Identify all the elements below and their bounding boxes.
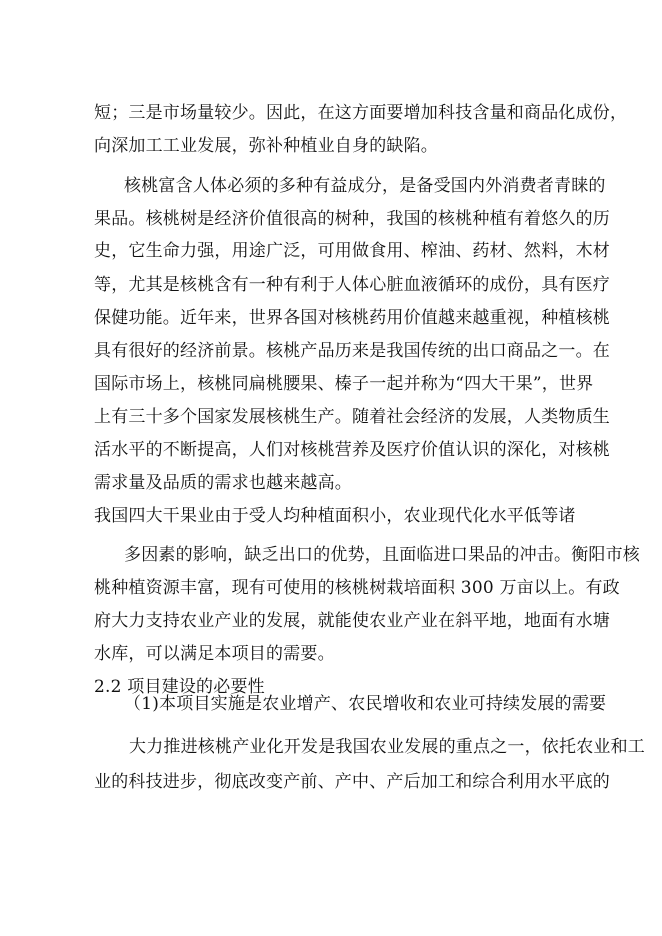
text-line: 国际市场上，核桃同扁桃腰果、榛子一起并称为“四大干果”，世界: [94, 374, 594, 394]
paragraph-first-line: 多因素的影响，缺乏出口的优势，且面临进口果品的冲击。衡阳市核: [124, 545, 640, 565]
text-line: 需求量及品质的需求也越来越高。: [94, 473, 352, 493]
text-line: 水库，可以满足本项目的需要。: [94, 644, 335, 664]
text-line: 桃种植资源丰富，现有可使用的核桃树栽培面积 300 万亩以上。有政: [94, 578, 620, 598]
section-heading: （1)本项目实施是农业增产、农民增收和农业可持续发展的需要: [124, 694, 607, 714]
paragraph-first-line: 核桃富含人体必须的多种有益成分，是备受国内外消费者青睐的: [124, 176, 606, 196]
text-line: 上有三十多个国家发展核桃生产。随着社会经济的发展，人类物质生: [94, 407, 610, 427]
text-line: 活水平的不断提高，人们对核桃营养及医疗价值认识的深化，对核桃: [94, 440, 610, 460]
text-line: 我国四大干果业由于受人均种植面积小，农业现代化水平低等诸: [94, 506, 576, 526]
text-line: 等，尤其是核桃含有一种有利于人体心脏血液循环的成份，具有医疗: [94, 275, 610, 295]
text-line: 向深加工工业发展，弥补种植业自身的缺陷。: [94, 136, 438, 156]
text-line: 果品。核桃树是经济价值很高的树种，我国的核桃种植有着悠久的历: [94, 209, 610, 229]
text-line: 保健功能。近年来，世界各国对核桃药用价值越来越重视，种植核桃: [94, 308, 610, 328]
text-line: 短；三是市场量较少。因此，在这方面要增加科技含量和商品化成份，: [94, 103, 628, 123]
paragraph-first-line: 大力推进核桃产业化开发是我国农业发展的重点之一，依托农业和工: [129, 737, 645, 757]
text-line: 史，它生命力强，用途广泛，可用做食用、榨油、药材、然料，木材: [94, 241, 610, 261]
text-line: 具有很好的经济前景。核桃产品历来是我国传统的出口商品之一。在: [94, 341, 610, 361]
text-line: 府大力支持农业产业的发展，就能使农业产业在斜平地，地面有水塘: [94, 611, 610, 631]
text-line: 2.2 项目建设的必要性: [94, 677, 265, 697]
text-line: 业的科技进步，彻底改变产前、产中、产后加工和综合利用水平底的: [94, 772, 610, 792]
